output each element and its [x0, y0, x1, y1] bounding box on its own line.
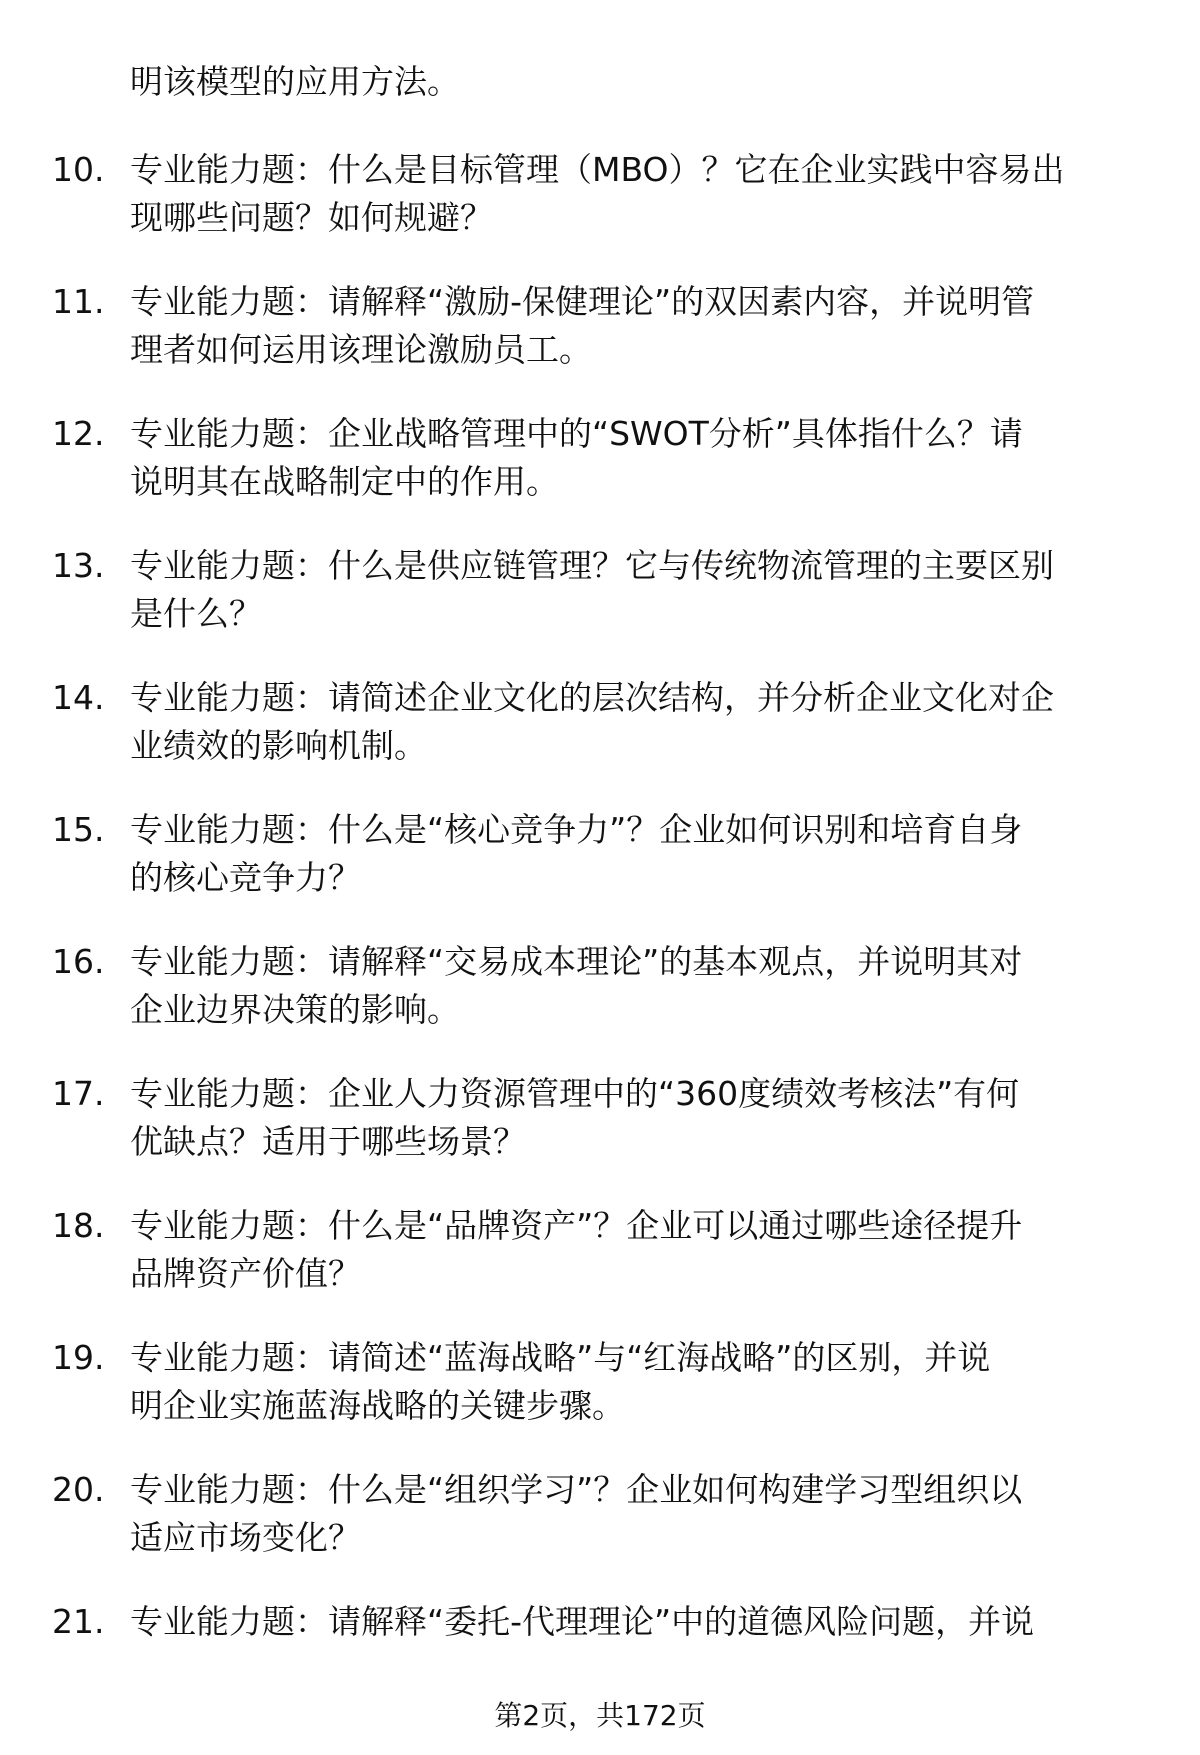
question-text-line: 明企业实施蓝海战略的关键步骤。: [130, 1386, 625, 1425]
question-number: 19.: [52, 1338, 105, 1377]
question-item-14: [0, 674, 1200, 806]
question-item-15: [0, 806, 1200, 938]
question-item-11: [0, 278, 1200, 410]
question-text-line: 专业能力题：请简述企业文化的层次结构，并分析企业文化对企: [130, 678, 1054, 717]
question-text-line: 专业能力题：企业人力资源管理中的“360度绩效考核法”有何: [130, 1074, 1020, 1113]
question-text-line: 专业能力题：请简述“蓝海战略”与“红海战略”的区别，并说: [130, 1338, 991, 1377]
continuation-text: 明该模型的应用方法。: [130, 62, 460, 101]
question-item-12: [0, 410, 1200, 542]
question-number: 15.: [52, 810, 105, 849]
question-text-line: 专业能力题：什么是“核心竞争力”？企业如何识别和培育自身: [130, 810, 1023, 849]
question-number: 18.: [52, 1206, 105, 1245]
question-number: 13.: [52, 546, 105, 585]
question-number: 21.: [52, 1602, 105, 1641]
question-text-line: 优缺点？适用于哪些场景？: [130, 1122, 526, 1161]
question-text-line: 适应市场变化？: [130, 1518, 361, 1557]
question-item-13: [0, 542, 1200, 674]
question-text-line: 现哪些问题？如何规避？: [130, 198, 493, 237]
question-item-10: [0, 146, 1200, 278]
question-number: 20.: [52, 1470, 105, 1509]
question-text-line: 的核心竞争力？: [130, 858, 361, 897]
question-text-line: 业绩效的影响机制。: [130, 726, 427, 765]
question-text-line: 专业能力题：什么是目标管理（MBO）？它在企业实践中容易出: [130, 150, 1065, 189]
question-number: 12.: [52, 414, 105, 453]
question-number: 10.: [52, 150, 105, 189]
question-number: 14.: [52, 678, 105, 717]
question-text-line: 专业能力题：请解释“委托-代理理论”中的道德风险问题，并说: [130, 1602, 1035, 1641]
question-text-line: 品牌资产价值？: [130, 1254, 361, 1293]
question-item-19: [0, 1334, 1200, 1466]
question-text-line: 专业能力题：请解释“激励-保健理论”的双因素内容，并说明管: [130, 282, 1035, 321]
question-text-line: 说明其在战略制定中的作用。: [130, 462, 559, 501]
question-text-line: 专业能力题：企业战略管理中的“SWOT分析”具体指什么？请: [130, 414, 1023, 453]
question-text-line: 专业能力题：什么是“组织学习”？企业如何构建学习型组织以: [130, 1470, 1023, 1509]
question-item-17: [0, 1070, 1200, 1202]
question-item-20: [0, 1466, 1200, 1598]
question-number: 16.: [52, 942, 105, 981]
question-number: 11.: [52, 282, 105, 321]
question-text-line: 理者如何运用该理论激励员工。: [130, 330, 592, 369]
question-number: 17.: [52, 1074, 105, 1113]
page-footer: 第2页，共172页: [494, 1699, 706, 1732]
question-text-line: 专业能力题：什么是“品牌资产”？企业可以通过哪些途径提升: [130, 1206, 1023, 1245]
question-text-line: 专业能力题：什么是供应链管理？它与传统物流管理的主要区别: [130, 546, 1054, 585]
question-item-16: [0, 938, 1200, 1070]
question-text-line: 企业边界决策的影响。: [130, 990, 460, 1029]
question-text-line: 是什么？: [130, 594, 262, 633]
question-item-18: [0, 1202, 1200, 1334]
question-list: [0, 146, 1200, 1730]
question-text-line: 专业能力题：请解释“交易成本理论”的基本观点，并说明其对: [130, 942, 1023, 981]
